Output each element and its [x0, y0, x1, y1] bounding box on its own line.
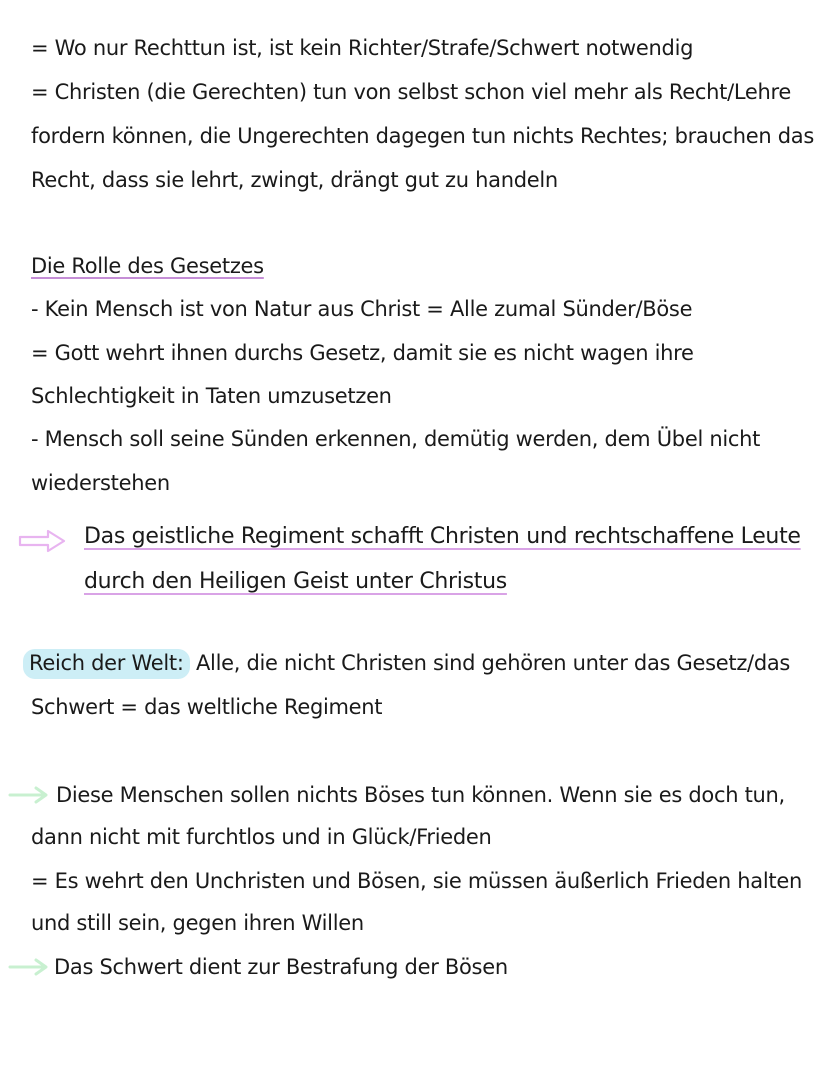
gesetz-line-2: = Gott wehrt ihnen durchs Gesetz, damit sie es nicht wagen ihre	[31, 341, 694, 365]
conclusion-line-1: Das geistliche Regiment schafft Christen und rechtschaffene Leute	[84, 524, 801, 549]
folgen-line-5: Das Schwert dient zur Bestrafung der Bösen	[54, 955, 508, 979]
folgen-line-4: und still sein, gegen ihren Willen	[31, 911, 364, 935]
gesetz-line-3: Schlechtigkeit in Taten umzusetzen	[31, 384, 392, 408]
gesetz-line-4: - Mensch soll seine Sünden erkennen, demütig werden, dem Übel nicht	[31, 427, 761, 451]
folgen-line-1: Diese Menschen sollen nichts Böses tun können. Wenn sie es doch tun,	[56, 783, 785, 807]
arrow-right-icon	[8, 785, 52, 805]
folgen-line-2: dann nicht mit furchtlos und in Glück/Frieden	[31, 825, 492, 849]
intro-line-3: fordern können, die Ungerechten dagegen tun nichts Rechtes; brauchen das	[31, 124, 815, 148]
folgen-line-3: = Es wehrt den Unchristen und Bösen, sie müssen äußerlich Frieden halten	[31, 869, 802, 893]
conclusion-line-2: durch den Heiligen Geist unter Christus	[84, 569, 507, 594]
arrow-right-icon-2	[8, 957, 52, 977]
section-heading-gesetz: Die Rolle des Gesetzes	[31, 254, 264, 278]
intro-line-4: Recht, dass sie lehrt, zwingt, drängt gut zu handeln	[31, 168, 558, 192]
welt-line-1	[31, 653, 790, 674]
welt-line-2: Schwert = das weltliche Regiment	[31, 695, 383, 719]
intro-line-1: = Wo nur Rechttun ist, ist kein Richter/Strafe/Schwert notwendig	[31, 36, 694, 60]
welt-label-highlight: Reich der Welt:	[23, 649, 190, 679]
gesetz-line-5: wiederstehen	[31, 471, 170, 495]
intro-line-2: = Christen (die Gerechten) tun von selbst schon viel mehr als Recht/Lehre	[31, 80, 792, 104]
gesetz-line-1: - Kein Mensch ist von Natur aus Christ = Alle zumal Sünder/Böse	[31, 297, 693, 321]
outline-arrow-icon	[18, 528, 66, 554]
welt-line-1-text: Alle, die nicht Christen sind gehören unter das Gesetz/das	[189, 651, 791, 675]
